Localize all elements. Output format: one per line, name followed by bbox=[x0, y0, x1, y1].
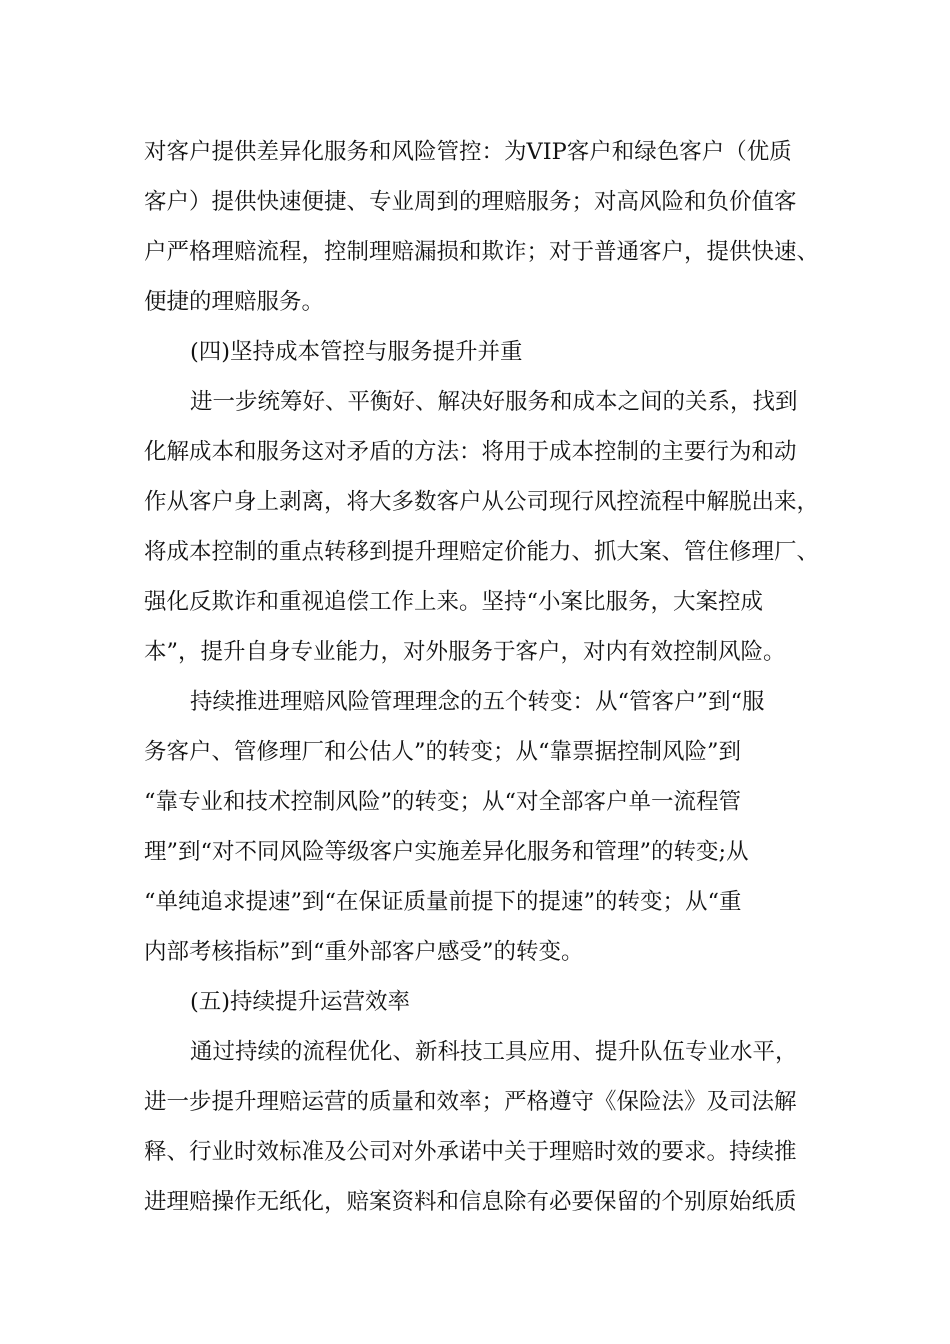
section-heading: (四)坚持成本管控与服务提升并重 bbox=[190, 339, 523, 365]
text-line: 将成本控制的重点转移到提升理赔定价能力、抓大案、管住修理厂、 bbox=[144, 539, 820, 565]
text-line: 强化反欺诈和重视追偿工作上来。坚持“小案比服务，大案控成 bbox=[144, 589, 764, 615]
text-line: 本”，提升自身专业能力，对外服务于客户，对内有效控制风险。 bbox=[144, 639, 786, 665]
text-line: 对客户提供差异化服务和风险管控：为VIP客户和绿色客户（优质 bbox=[144, 139, 792, 165]
text-line: “单纯追求提速”到“在保证质量前提下的提速”的转变；从“重 bbox=[144, 889, 742, 915]
text-line: 客户）提供快速便捷、专业周到的理赔服务；对高风险和负价值客 bbox=[144, 189, 797, 215]
section-heading: (五)持续提升运营效率 bbox=[190, 989, 411, 1015]
text-line: 户严格理赔流程，控制理赔漏损和欺诈；对于普通客户，提供快速、 bbox=[144, 239, 820, 265]
text-line: 内部考核指标”到“重外部客户感受”的转变。 bbox=[144, 939, 584, 965]
text-line: 化解成本和服务这对矛盾的方法：将用于成本控制的主要行为和动 bbox=[144, 439, 797, 465]
text-line: “靠专业和技术控制风险”的转变；从“对全部客户单一流程管 bbox=[144, 789, 742, 815]
text-line: 作从客户身上剥离，将大多数客户从公司现行风控流程中解脱出来， bbox=[144, 489, 820, 515]
text-line: 进一步提升理赔运营的质量和效率；严格遵守《保险法》及司法解 bbox=[144, 1089, 797, 1115]
text-line: 持续推进理赔风险管理理念的五个转变：从“管客户”到“服 bbox=[190, 689, 765, 715]
text-line: 进一步统筹好、平衡好、解决好服务和成本之间的关系，找到 bbox=[190, 389, 798, 415]
text-line: 理”到“对不同风险等级客户实施差异化服务和管理”的转变;从 bbox=[144, 839, 749, 865]
text-line: 进理赔操作无纸化，赔案资料和信息除有必要保留的个别原始纸质 bbox=[144, 1189, 797, 1215]
text-line: 通过持续的流程优化、新科技工具应用、提升队伍专业水平， bbox=[190, 1039, 798, 1065]
text-line: 便捷的理赔服务。 bbox=[144, 289, 325, 315]
text-line: 释、行业时效标准及公司对外承诺中关于理赔时效的要求。持续推 bbox=[144, 1139, 797, 1165]
text-line: 务客户、管修理厂和公估人”的转变；从“靠票据控制风险”到 bbox=[144, 739, 742, 765]
